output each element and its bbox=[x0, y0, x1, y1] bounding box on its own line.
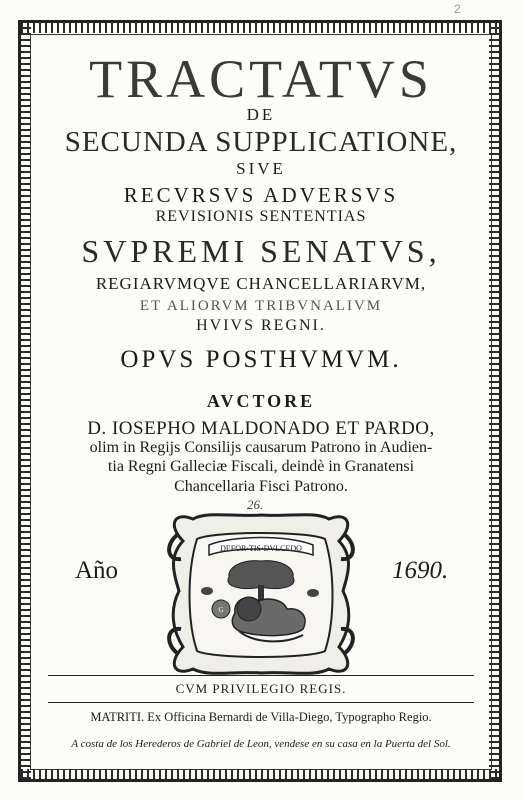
rule-middle bbox=[48, 702, 474, 703]
title-aliorum: ET ALIORVM TRIBVNALIVM bbox=[139, 298, 383, 314]
title-supremi: SVPREMI SENATVS, bbox=[81, 233, 441, 269]
title-sive: SIVE bbox=[236, 159, 286, 178]
title-revisionis: REVISIONIS SENTENTIAS bbox=[155, 208, 367, 225]
year-label: Año bbox=[75, 557, 119, 584]
handwritten-mark: 26. bbox=[247, 497, 264, 512]
emblem-motto: DEFOR·TIS·DVLCEDO bbox=[220, 544, 302, 553]
author-desc-1: olim in Regijs Consilijs causarum Patrono in Audien- bbox=[89, 439, 433, 456]
imprint-line: MATRITI. Ex Officina Bernardi de Villa-Diego, Typographo Regio. bbox=[90, 710, 432, 724]
privilege-line: CVM PRIVILEGIO REGIS. bbox=[175, 681, 347, 696]
title-opus: OPVS POSTHVMVM. bbox=[120, 346, 402, 373]
seller-line: A costa de los Herederos de Gabriel de Leon, vendese en su casa en la Puerta del Sol. bbox=[71, 738, 451, 750]
title-regiarum: REGIARVMQVE CHANCELLARIARVM, bbox=[95, 274, 427, 293]
svg-text:G: G bbox=[218, 606, 224, 614]
title-de: DE bbox=[246, 105, 276, 124]
corner-mark: 2 bbox=[454, 2, 461, 16]
title-main: TRACTATVS bbox=[89, 49, 433, 109]
title-huius: HVIVS REGNI. bbox=[196, 317, 326, 334]
year-value: 1690. bbox=[392, 557, 449, 584]
printer-emblem-icon bbox=[163, 511, 359, 677]
rule-top bbox=[48, 675, 474, 676]
author-name: D. IOSEPHO MALDONADO ET PARDO, bbox=[87, 418, 435, 439]
author-desc-2: tia Regni Galleciæ Fiscali, deindè in Granatensi bbox=[107, 458, 415, 475]
title-secunda: SECUNDA SUPPLICATIONE, bbox=[64, 126, 458, 158]
author-desc-3: Chancellaria Fisci Patrono. bbox=[174, 478, 348, 495]
author-heading: AVCTORE bbox=[206, 391, 316, 411]
title-recursus: RECVRSVS ADVERSVS bbox=[123, 183, 399, 207]
